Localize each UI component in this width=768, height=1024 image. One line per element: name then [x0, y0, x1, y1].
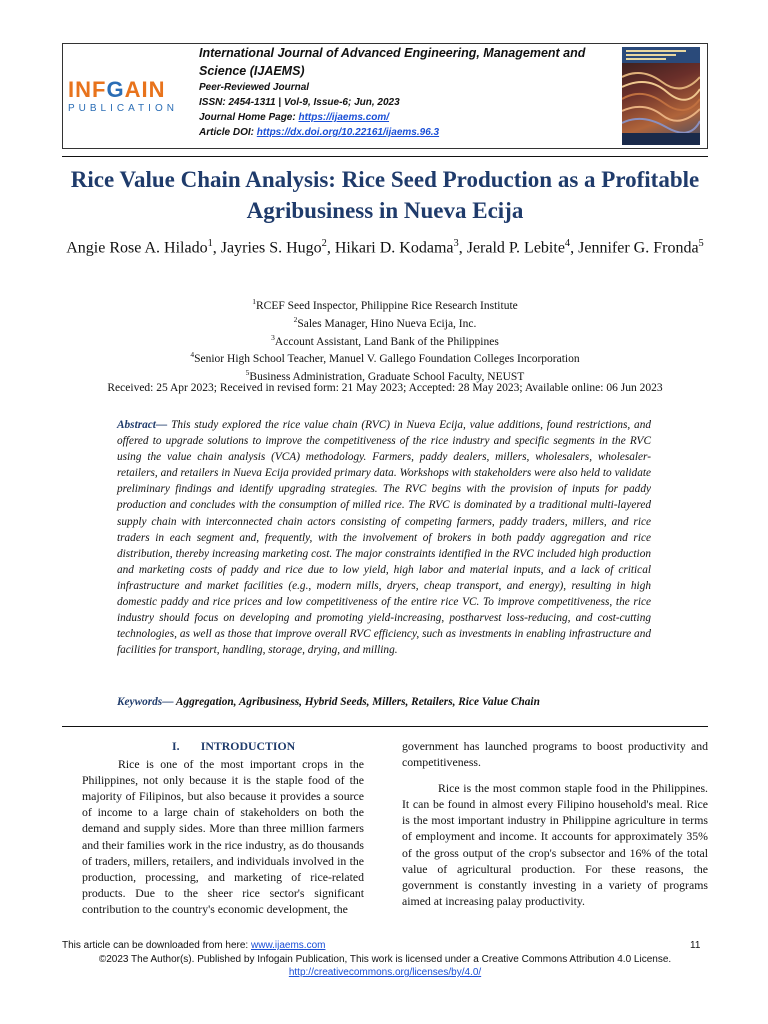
doi-line	[199, 125, 609, 140]
affiliation	[62, 295, 708, 313]
keywords-text: Aggregation, Agribusiness, Hybrid Seeds, Millers, Retailers, Rice Value Chain	[175, 696, 540, 708]
section-title: INTRODUCTION	[200, 739, 296, 753]
home-page-label: Journal Home Page:	[199, 112, 299, 123]
affiliation	[62, 313, 708, 331]
affiliation-text: Senior High School Teacher, Manuel V. Gallego Foundation Colleges Incorporation	[194, 353, 580, 366]
keywords-separator: —	[162, 696, 176, 708]
publication-dates: Received: 25 Apr 2023; Received in revised form: 21 May 2023; Accepted: 28 May 2023; Available online: 06 Jun 2023	[107, 382, 663, 394]
journal-info	[199, 44, 609, 140]
peer-reviewed-label: Peer-Reviewed Journal	[199, 82, 310, 93]
abstract-separator: —	[155, 419, 172, 431]
affiliation-text: Sales Manager, Hino Nueva Ecija, Inc.	[297, 317, 477, 330]
page-number: 11	[690, 940, 701, 951]
journal-title: International Journal of Advanced Engineering, Management and Science (IJAEMS)	[199, 46, 586, 78]
abstract-text: This study explored the rice value chain (RVC) in Nueva Ecija, value additions, found restrictions, and offered to upgrade solutions to improve the competitiveness of the rice industry and specific segments in the RVC using the value chain analysis (VCA) methodology. Farmers, paddy dealers, millers, wholesalers, wholesaler-retailers, and retailers in Nueva Ecija provided primary data. Workshops with stakeholders were also held to validate preliminary findings and identify upgrading strategies. The RVC begins with the provision of inputs for paddy production and concludes with the consumption of milled rice. The RVC is dominated by a traditional multi-layered supply chain with interconnected chain actors consisting of competing farmers, paddy traders, millers, and rice traders in each segment and, frequently, with the involvement of brokers in both paddy aggregation and rice distribution, thereby increasing marketing cost. The major constraints identified in the RVC included high production and marketing costs of paddy and rice due to low yield, high labor and material inputs, and a lack of critical infrastructure and market facilities (e.g., modern mills, dryers, cheap transport, and energy), resulting in high domestic paddy and rice prices and low competitiveness of the entire rice VC. To improve competitiveness, the rice industry should focus on developing and promoting yield-increasing, postharvest loss-reducing, and cost-cutting technologies, as well as those that improve overall RVC efficiency, such as investments in enabling infrastructure and facilities for transport, handling, storage, drying, and milling.	[117, 419, 652, 657]
intro-paragraph-continued: government has launched programs to boost productivity and competitiveness.	[402, 739, 708, 770]
author-name: Hikari D. Kodama	[334, 239, 454, 257]
author-sup: 2	[321, 238, 327, 249]
logo-text-a: INF	[68, 77, 107, 102]
affiliation-text: Business Administration, Graduate School Faculty, NEUST	[249, 371, 525, 384]
download-link[interactable]: www.ijaems.com	[251, 940, 326, 951]
home-page-line	[199, 110, 609, 125]
author-name: Jayries S. Hugo	[220, 239, 322, 257]
left-column	[82, 738, 364, 917]
right-column	[402, 738, 708, 909]
affiliation-text: Account Assistant, Land Bank of the Philippines	[274, 335, 499, 348]
keywords	[117, 696, 651, 708]
section-heading	[82, 738, 364, 754]
author-name: Angie Rose A. Hilado	[66, 239, 208, 257]
license-text: ©2023 The Author(s). Published by Infogain Publication, This work is licensed under a Creative Commons Attribution 4.0 License.	[98, 954, 672, 965]
abstract-label: Abstract	[117, 419, 156, 431]
abstract-rule	[62, 726, 708, 727]
journal-cover-icon	[622, 47, 700, 145]
affiliation-sup: 2	[293, 314, 298, 324]
abstract	[117, 417, 651, 658]
keywords-label: Keywords	[117, 696, 163, 708]
download-label: This article can be downloaded from here:	[62, 940, 251, 951]
doi-link[interactable]: https://dx.doi.org/10.22161/ijaems.96.3	[256, 127, 440, 138]
doi-label: Article DOI:	[199, 127, 257, 138]
license-link[interactable]: http://creativecommons.org/licenses/by/4.0/	[288, 967, 482, 978]
affiliation	[62, 331, 708, 349]
logo-text-g: G	[106, 77, 125, 102]
publisher-logo	[68, 79, 186, 115]
paper-title: Rice Value Chain Analysis: Rice Seed Production as a Profitable Agribusiness in Nueva Ecija	[70, 167, 700, 223]
affiliation-sup: 3	[271, 332, 275, 342]
author-name: Jennifer G. Fronda	[578, 239, 699, 257]
footer-download	[62, 940, 325, 951]
affiliation-text: RCEF Seed Inspector, Philippine Rice Research Institute	[255, 299, 518, 312]
affiliation-list	[62, 295, 708, 384]
author-sup: 5	[698, 238, 704, 249]
author-sup: 3	[453, 238, 459, 249]
home-page-link[interactable]: https://ijaems.com/	[298, 112, 390, 123]
logo-text-b: AIN	[124, 77, 166, 102]
header-rule	[62, 156, 708, 157]
affiliation-sup: 5	[245, 368, 250, 378]
footer-license	[62, 953, 708, 979]
affiliation-sup: 4	[190, 350, 195, 360]
author-name: Jerald P. Lebite	[466, 239, 565, 257]
logo-subtext: PUBLICATION	[68, 103, 178, 114]
intro-paragraph: Rice is the most common staple food in the Philippines. It can be found in almost every Filipino household's meal. Rice is the most important industry in Philippine agriculture in terms of employment and income. It accounts for approximately 35% of the gross output of the crop's subsector and 16% of the total value of agricultural production. For these reasons, the government is constantly investing in a variety of programs aimed at increasing palay productivity.	[402, 781, 708, 908]
affiliation	[62, 348, 708, 366]
intro-paragraph: Rice is one of the most important crops in the Philippines, not only because it is the staple food of the majority of Filipinos, but also because it provides a source of income to a large chain of stakeholders on both the demand and supply sides. More than three million farmers and their families work in the rice industry, as do thousands of traders, millers, retailers, and individuals involved in the production, processing, and marketing of rice-related products. Due to the sheer rice sector's significant contribution to the country's economic development, the	[82, 757, 364, 916]
author-sup: 1	[207, 238, 213, 249]
author-list: Angie Rose A. Hilado$^1$, Jayries S. Hugo$^2$, Hikari D. Kodama$^3$, Jerald P. Lebite$^4$, Jennifer G. Fronda$^5$	[66, 238, 704, 257]
section-number: I.	[172, 739, 180, 753]
issn-line: ISSN: 2454-1311 | Vol-9, Issue-6; Jun, 2023	[199, 97, 400, 108]
author-sup: 4	[564, 238, 571, 249]
affiliation-sup: 1	[252, 297, 256, 306]
